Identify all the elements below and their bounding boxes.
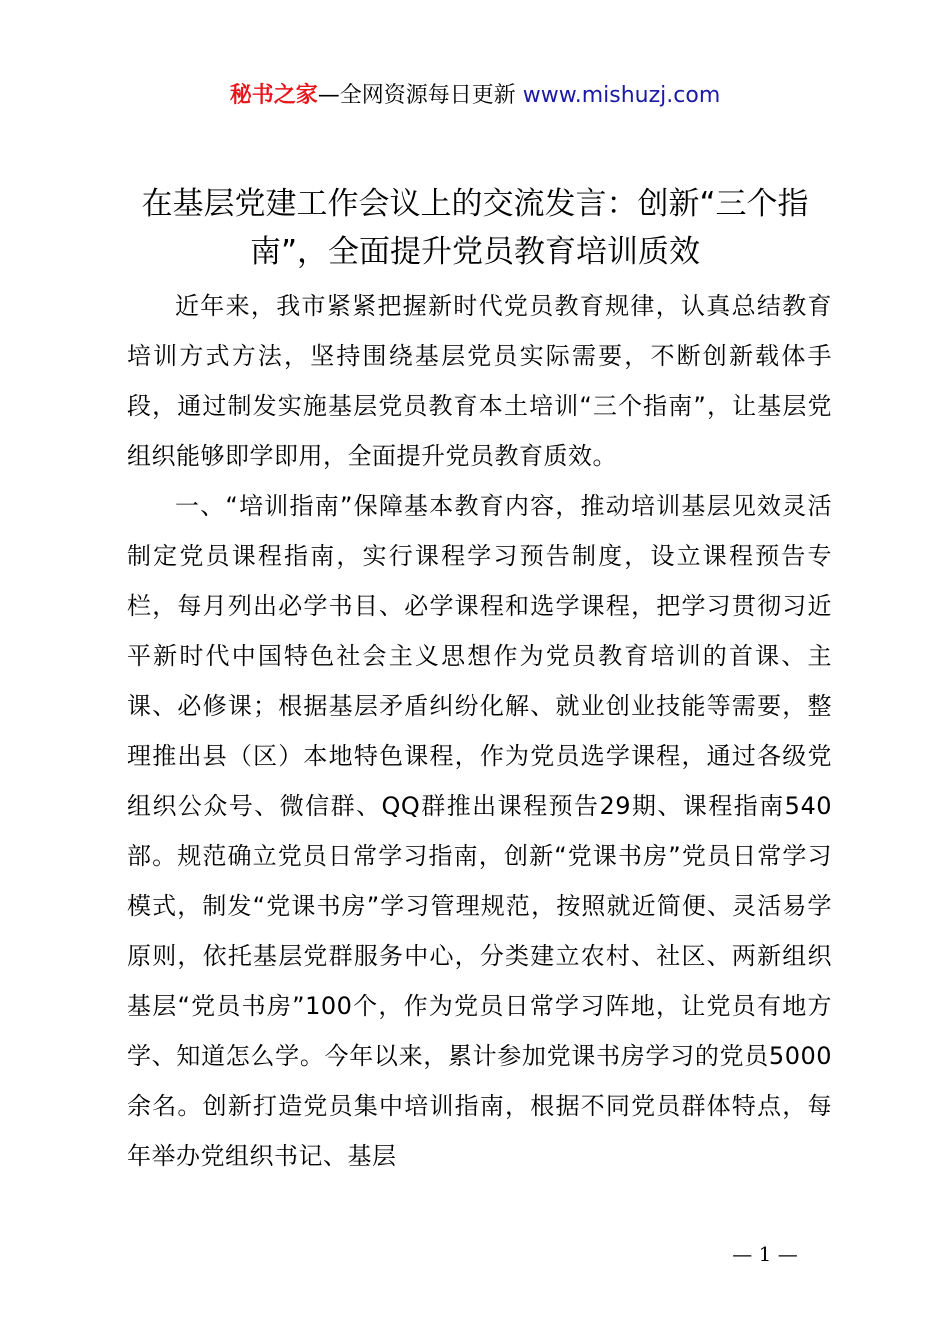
site-url-link[interactable]: www.mishuzj.com [522,83,721,108]
document-body [127,281,832,1181]
paragraph-section-one: 一、“培训指南”保障基本教育内容，推动培训基层见效灵活制定党员课程指南，实行课程学习预告制度，设立课程预告专栏，每月列出必学书目、必学课程和选学课程，把学习贯彻习近平新时代中国特色社会主义思想作为党员教育培训的首课、主课、必修课；根据基层矛盾纠纷化解、就业创业技能等需要，整理推出县（区）本地特色课程，作为党员选学课程，通过各级党组织公众号、微信群、QQ群推出课程预告29期、课程指南540部。规范确立党员日常学习指南，创新“党课书房”党员日常学习模式，制发“党课书房”学习管理规范，按照就近简便、灵活易学原则，依托基层党群服务中心，分类建立农村、社区、两新组织基层“党员书房”100个，作为党员日常学习阵地，让党员有地方学、知道怎么学。今年以来，累计参加党课书房学习的党员5000余名。创新打造党员集中培训指南，根据不同党员群体特点，每年举办党组织书记、基层 [127,492,832,1170]
paragraph-intro: 近年来，我市紧紧把握新时代党员教育规律，认真总结教育培训方式方法，坚持围绕基层党员实际需要，不断创新载体手段，通过制发实施基层党员教育本土培训“三个指南”，让基层党组织能够即学即用，全面提升党员教育质效。 [127,292,832,470]
site-brand: 秘书之家 [229,83,318,108]
site-header [0,80,950,112]
page-number: — 1 — [732,1242,798,1266]
document-title: 在基层党建工作会议上的交流发言：创新“三个指南”，全面提升党员教育培训质效 [141,186,809,270]
site-tagline: —全网资源每日更新 [317,83,516,108]
